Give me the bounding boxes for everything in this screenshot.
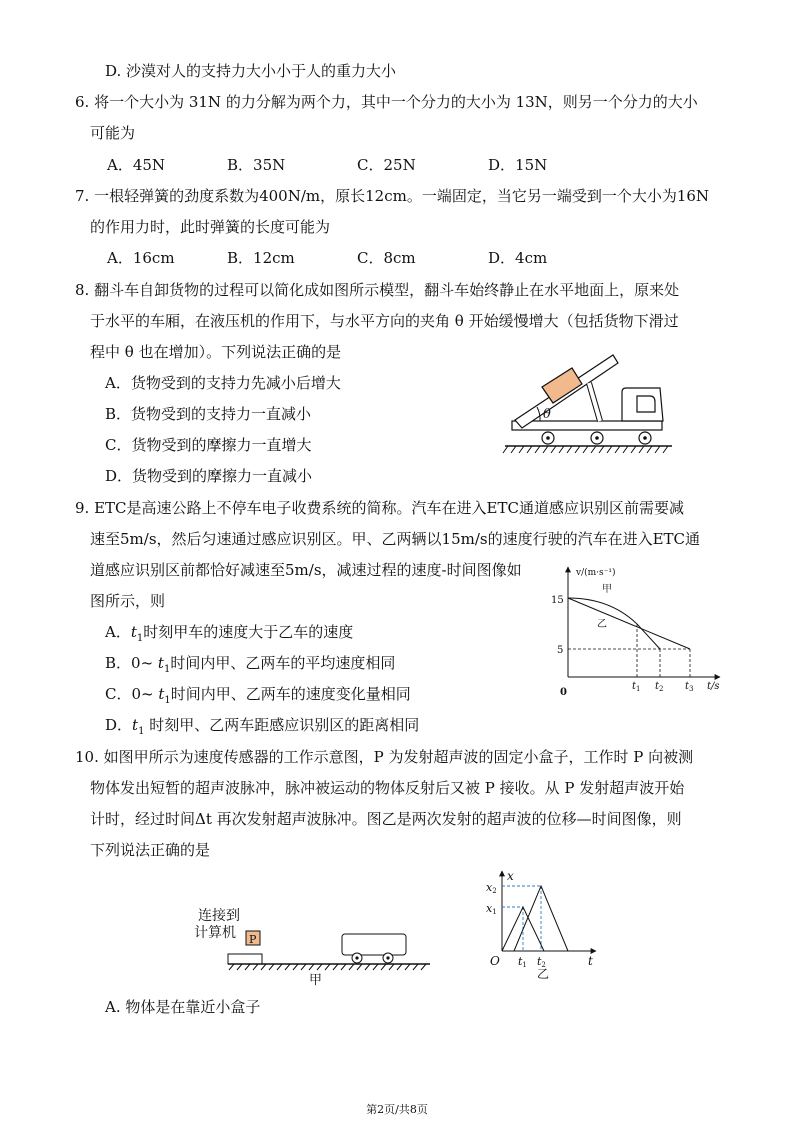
- q6-option-b: B．35N: [227, 156, 286, 174]
- q7-stem-line2: 的作用力时，此时弹簧的长度可能为: [90, 218, 331, 236]
- q6-option-a: A．45N: [107, 156, 166, 174]
- q9-option-a: A．$t_1$时刻甲车的速度大于乙车的速度: [105, 623, 354, 644]
- connect-label-1: 连接到: [198, 908, 240, 924]
- curve-jia: [568, 598, 660, 649]
- q6-stem-line2: 可能为: [90, 124, 136, 142]
- q7-option-c: C．8cm: [357, 249, 416, 267]
- figure-yi-caption: 乙: [537, 967, 550, 979]
- truck-chassis: [512, 421, 662, 430]
- x2-label: x2: [486, 881, 497, 895]
- q8-stem-line1: 8. 翻斗车自卸货物的过程可以简化成如图所示模型，翻斗车始终静止在水平地面上，原来处: [75, 281, 680, 299]
- dump-truck-figure: [500, 350, 680, 460]
- q7-option-a: A．16cm: [107, 249, 175, 267]
- y-tick-5: 5: [557, 645, 564, 656]
- p-box-label: P: [249, 933, 257, 946]
- xt-xaxis-label: t: [588, 954, 593, 968]
- q7-option-b: B．12cm: [227, 249, 295, 267]
- tick-t2: $t_2$: [655, 681, 664, 693]
- t2-label: t2: [537, 955, 546, 969]
- v-axis-label: v/(m·s⁻¹): [576, 568, 616, 578]
- connect-label-2: 计算机: [194, 925, 236, 941]
- line-yi: [568, 598, 690, 649]
- q10-stem-line2: 物体发出短暂的超声波脉冲，脉冲被运动的物体反射后又被 P 接收。从 P 发射超声波开始: [90, 779, 685, 797]
- page-footer: 第2页/共8页: [366, 1103, 428, 1116]
- q8-option-c: C．货物受到的摩擦力一直增大: [105, 436, 312, 454]
- tick-t1: $t_1$: [632, 681, 641, 693]
- q9-option-c: C．0~ $t_1$时间内甲、乙两车的速度变化量相同: [105, 685, 411, 706]
- q6-stem-line1: 6. 将一个大小为 31N 的力分解为两个力，其中一个分力的大小为 13N，则另一个分力的大小: [75, 93, 698, 111]
- q8-option-b: B．货物受到的支持力一直减小: [105, 405, 312, 423]
- q6-option-d: D．15N: [488, 156, 548, 174]
- xt-origin-label: O: [490, 954, 500, 968]
- ground-hatching-2: [229, 964, 426, 970]
- reference-dashes: [568, 624, 690, 677]
- xt-reference-dashes: [502, 886, 541, 951]
- q9-stem-line2: 速至5m/s，然后匀速通过感应识别区。甲、乙两辆以15m/s的速度行驶的汽车在进入ETC通: [90, 530, 701, 548]
- vt-graph: [548, 561, 728, 701]
- q7-stem-line1: 7. 一根轻弹簧的劲度系数为400N/m，原长12cm。一端固定，当它另一端受到一个大小为16N: [75, 187, 710, 205]
- xt-yaxis-label: x: [507, 869, 514, 883]
- x1-label: x1: [486, 902, 497, 916]
- q8-stem-line2: 于水平的车厢，在液压机的作用下，与水平方向的夹角 θ 开始缓慢增大（包括货物下滑过: [90, 312, 679, 330]
- q7-options: [0, 248, 794, 268]
- y-tick-15: 15: [551, 595, 564, 606]
- q9-option-b: B．0~ $t_1$时间内甲、乙两车的平均速度相同: [105, 654, 396, 675]
- q10-stem-line4: 下列说法正确的是: [90, 841, 211, 859]
- q8-stem-line3: 程中 θ 也在增加）。下列说法正确的是: [90, 343, 342, 361]
- q10-stem-line3: 计时，经过时间Δt 再次发射超声波脉冲。图乙是两次发射的超声波的位移—时间图像，则: [90, 810, 682, 828]
- cab-window: [637, 396, 655, 412]
- figure-jia-caption: 甲: [309, 973, 323, 988]
- cart-body: [342, 934, 406, 955]
- q8-option-d: D．货物受到的摩擦力一直减小: [105, 467, 313, 485]
- q10-option-a: A. 物体是在靠近小盒子: [105, 998, 261, 1016]
- q10-stem-line1: 10. 如图甲所示为速度传感器的工作示意图，P 为发射超声波的固定小盒子，工作时 P 向被测: [75, 748, 694, 766]
- label-jia: 甲: [602, 584, 612, 595]
- t1-label: t1: [518, 955, 527, 969]
- q9-stem-line3: 道感应识别区前都恰好减速至5m/s，减速过程的速度-时间图像如: [90, 561, 522, 579]
- sensor-base: [228, 954, 262, 964]
- q6-option-c: C．25N: [357, 156, 416, 174]
- t-axis-label: t/s: [707, 681, 720, 692]
- ground-hatching: [503, 446, 668, 453]
- tick-t3: $t_3$: [685, 681, 694, 693]
- xt-graph: [480, 867, 610, 979]
- q9-stem-line4: 图所示，则: [90, 592, 166, 610]
- theta-label: θ: [543, 407, 551, 422]
- q8-option-a: A．货物受到的支持力先减小后增大: [105, 374, 341, 392]
- q5-option-d: D. 沙漠对人的支持力大小小于人的重力大小: [105, 62, 397, 80]
- q9-stem-line1: 9. ETC是高速公路上不停车电子收费系统的简称。汽车在进入ETC通道感应识别区前需要减: [75, 499, 684, 517]
- q6-options: [0, 155, 794, 175]
- origin-label: 0: [560, 687, 567, 698]
- q9-option-d: D．$t_1$ 时刻甲、乙两车距感应识别区的距离相同: [105, 716, 420, 737]
- label-yi: 乙: [597, 619, 607, 630]
- sensor-setup-figure: [190, 897, 440, 989]
- q7-option-d: D．4cm: [488, 249, 548, 267]
